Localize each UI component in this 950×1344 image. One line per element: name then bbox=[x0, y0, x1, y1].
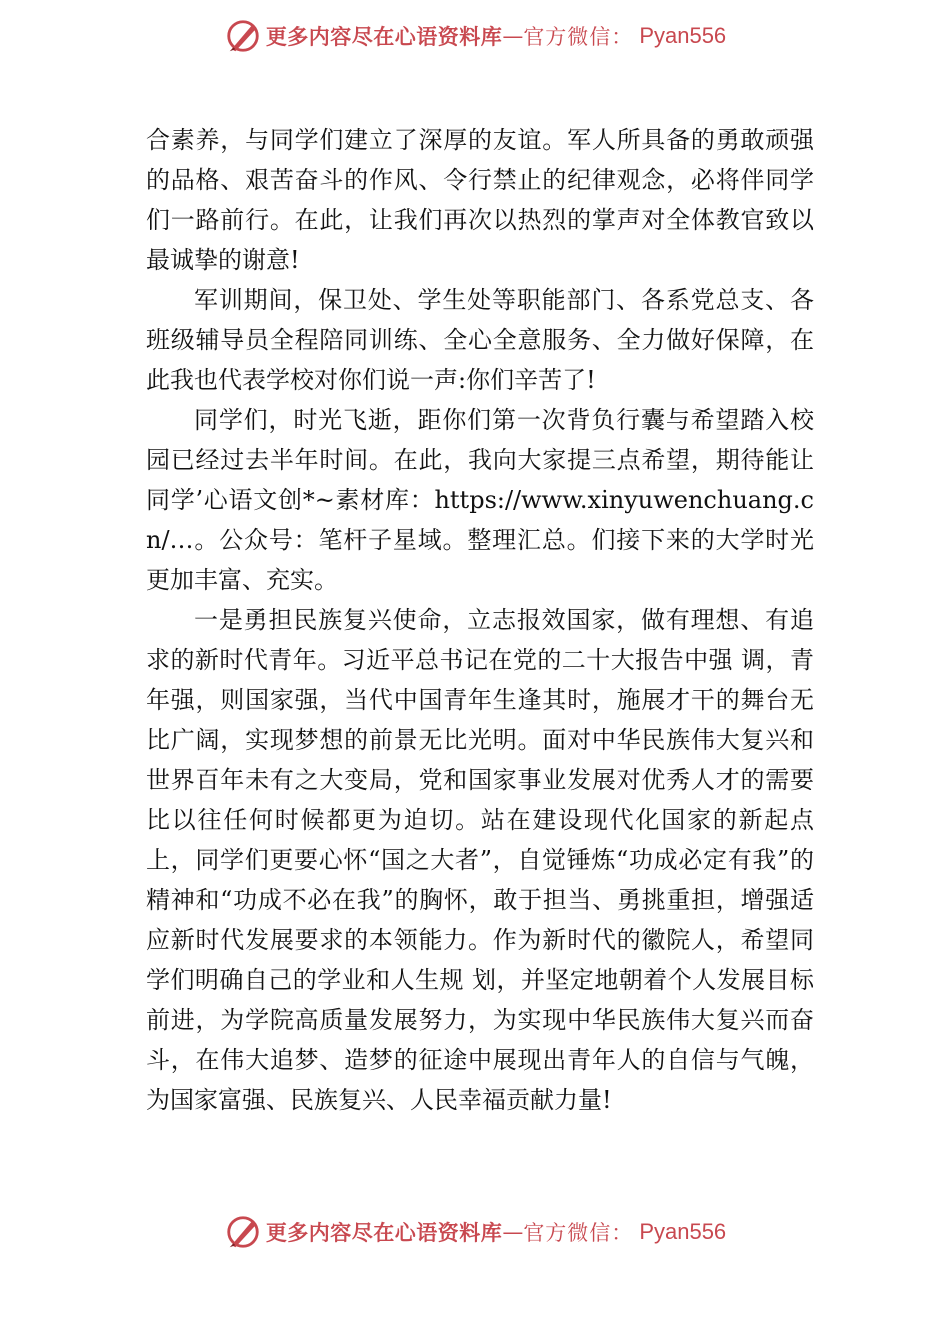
pen-logo-icon bbox=[224, 17, 262, 55]
paragraph-4: 一是勇担民族复兴使命，立志报效国家，做有理想、有追求的新时代青年。习近平总书记在党的二十大报告中强 调，青年强，则国家强，当代中国青年生逢其时，施展才干的舞台无比广阔，实现梦想的前景无比光明。面对中华民族伟大复兴和世界百年未有之大变局，党和国家事业发展对优秀人才的需要比以往任何时候都更为迫切。站在建设现代化国家的新起点上，同学们更要心怀“国之大者”，自觉锤炼“功成必定有我”的精神和“功成不必在我”的胸怀，敢于担当、勇挑重担，增强适应新时代发展要求的本领能力。作为新时代的徽院人，希望同学们明确自己的学业和人生规 划，并坚定地朝着个人发展目标前进，为学院高质量发展努力，为实现中华民族伟大复兴而奋斗，在伟大追梦、造梦的征途中展现出青年人的自信与气魄，为国家富强、民族复兴、人民幸福贡献力量! bbox=[146, 606, 814, 1114]
footer-wechat-label: 官方微信： bbox=[523, 1221, 634, 1245]
footer-banner bbox=[0, 1210, 950, 1254]
pen-logo-icon bbox=[224, 1213, 262, 1251]
header-wechat-id: Pyan556 bbox=[639, 23, 727, 48]
footer-wechat-id: Pyan556 bbox=[639, 1219, 727, 1244]
header-banner-text: 更多内容尽在心语资料库 bbox=[265, 25, 503, 49]
paragraph-1: 合素养，与同学们建立了深厚的友谊。军人所具备的勇敢顽强的品格、艰苦奋斗的作风、令行禁止的纪律观念，必将伴同学们一路前行。在此，让我们再次以热烈的掌声对全体教官致以最诚挚的谢意! bbox=[146, 126, 814, 274]
header-wechat-label: 官方微信： bbox=[523, 25, 634, 49]
footer-separator: — bbox=[502, 1220, 524, 1244]
footer-banner-text: 更多内容尽在心语资料库 bbox=[265, 1221, 503, 1245]
paragraph-3: 同学们，时光飞逝，距你们第一次背负行囊与希望踏入校园已经过去半年时间。在此，我向大家提三点希望，期待能让同学’心语文创*~素材库：https://www.xinyuwenchuang.cn/…。公众号：笔杆子星域。整理汇总。们接下来的大学时光更加丰富、充实。 bbox=[146, 406, 814, 594]
paragraph-2: 军训期间，保卫处、学生处等职能部门、各系党总支、各班级辅导员全程陪同训练、全心全意服务、全力做好保障，在此我也代表学校对你们说一声:你们辛苦了! bbox=[146, 286, 814, 394]
header-separator: — bbox=[502, 24, 524, 48]
document-body bbox=[146, 120, 814, 1120]
header-banner bbox=[0, 14, 950, 58]
